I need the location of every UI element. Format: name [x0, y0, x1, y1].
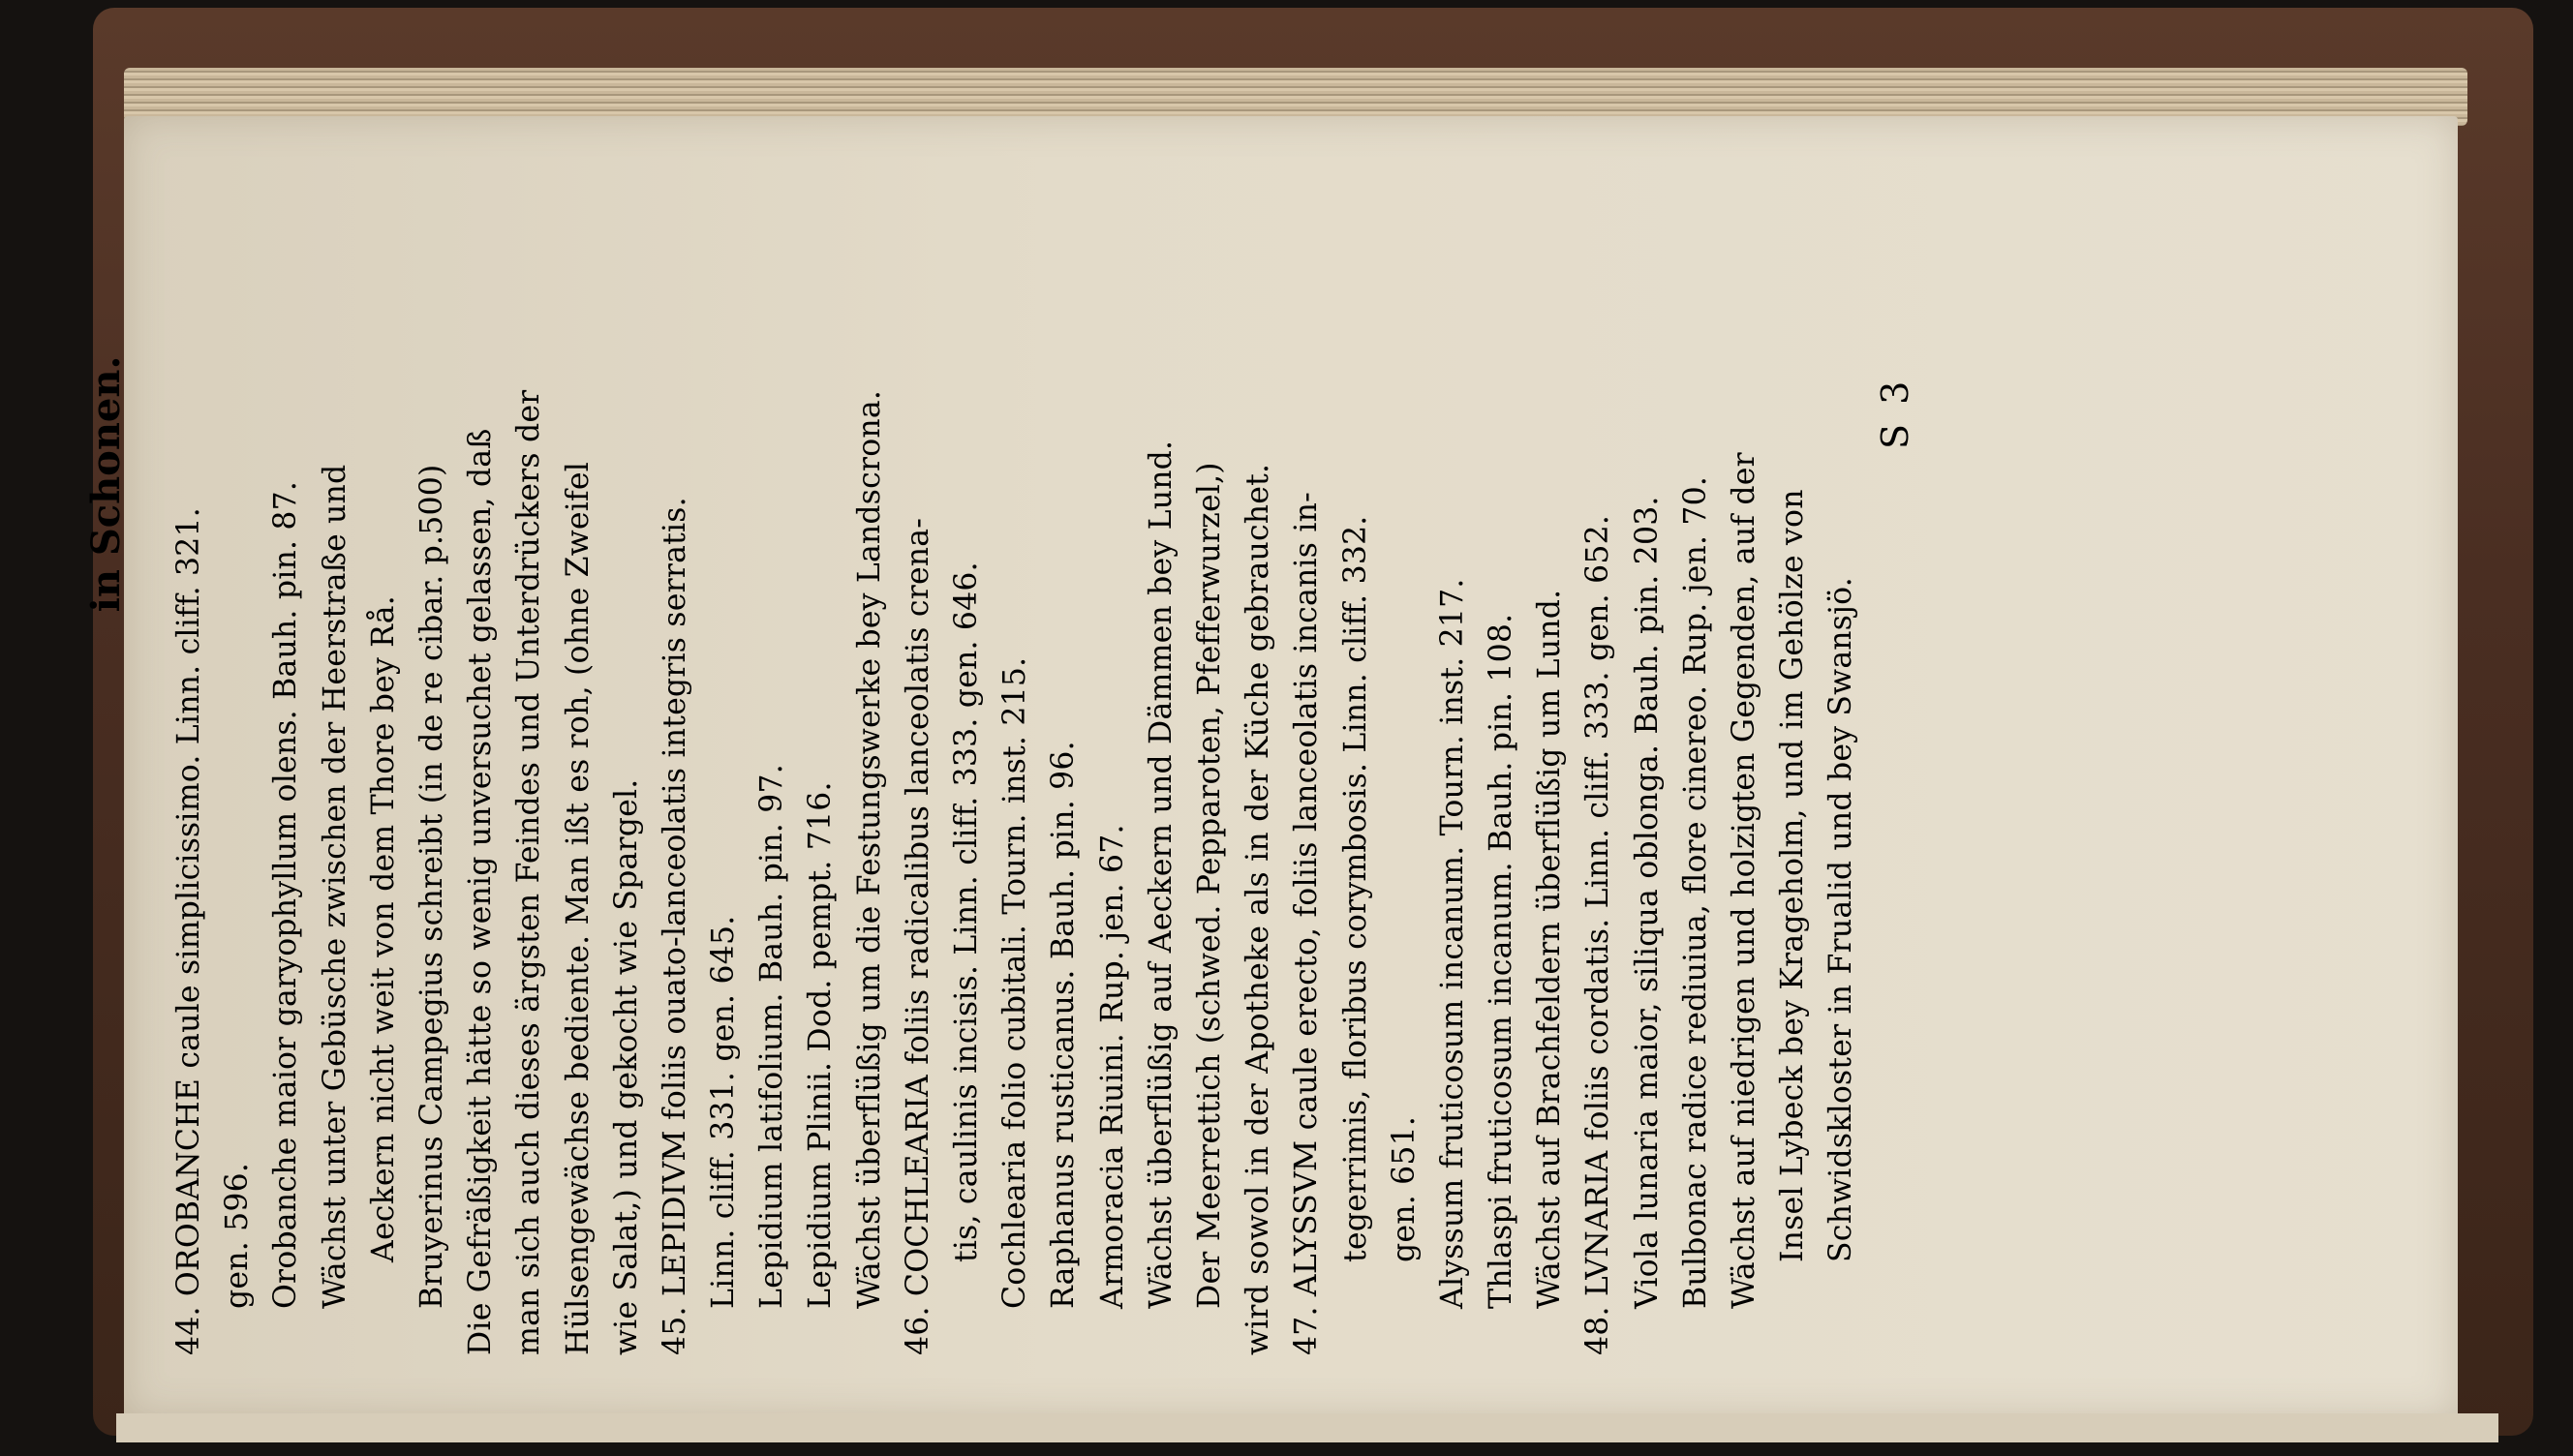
text-line: wie Salat,) und gekocht wie Spargel. — [608, 778, 644, 1355]
text-line: Raphanus rusticanus. Bauh. pin. 96. — [1046, 741, 1082, 1309]
text-line: Armoracia Riuini. Rup. jen. 67. — [1094, 824, 1130, 1309]
text-line: wird sowol in der Apotheke als in der Küche gebrauchet. — [1241, 463, 1276, 1355]
text-line: 45. LEPIDIVM foliis ouato-lanceolatis integris serratis. — [657, 497, 692, 1355]
text-line: Bruyerinus Campegius schreibt (in de re cibar. p.500) — [414, 464, 449, 1309]
text-line: Wächst überflüßig um die Festungswerke bey Landscrona. — [851, 389, 887, 1309]
text-line: tis, caulinis incisis. Linn. cliff. 333. gen. 646. — [949, 561, 984, 1262]
text-line: Hülsengewächse bediente. Man ißt es roh, (ohne Zweifel — [560, 461, 596, 1355]
text-line: Schwidskloster in Frualid und bey Swansjö. — [1823, 577, 1859, 1262]
text-line: 47. ALYSSVM caule erecto, foliis lanceolatis incanis in- — [1289, 492, 1325, 1355]
body-text — [165, 0, 1866, 1355]
text-line: Orobanche maior garyophyllum olens. Bauh. pin. 87. — [268, 480, 304, 1309]
running-head: in Schonen. — [83, 355, 129, 613]
page-footer — [1874, 0, 1951, 1355]
text-line: Aeckern nicht weit von dem Thore bey Rå. — [365, 594, 401, 1262]
page-header — [77, 0, 155, 1355]
facing-page-edge — [116, 1413, 2498, 1442]
text-line: 44. OROBANCHE caule simplicissimo. Linn. cliff. 321. — [171, 507, 206, 1355]
signature-mark: S 3 — [1873, 377, 1916, 449]
text-line: Insel Lybeck bey Krageholm, und im Gehölze von — [1775, 489, 1811, 1262]
text-line: Wächst auf Brachfeldern überflüßig um Lund. — [1532, 589, 1568, 1309]
text-line: Der Meerrettich (schwed. Pepparoten, Pfefferwurzel,) — [1191, 462, 1227, 1309]
text-line: Lepidium Plinii. Dod. pempt. 716. — [803, 781, 839, 1309]
text-line: gen. 596. — [220, 1162, 256, 1309]
text-line: Bulbonac radice rediuiua, flore cinereo. Rup. jen. 70. — [1677, 475, 1713, 1309]
text-line: man sich auch dieses ärgsten Feindes und Unterdrückers der — [511, 389, 547, 1355]
text-line: gen. 651. — [1386, 1115, 1422, 1262]
text-line: tegerrimis, floribus corymbosis. Linn. cliff. 332. — [1337, 515, 1373, 1262]
text-line: Cochlearia folio cubitali. Tourn. inst. 215. — [997, 656, 1033, 1309]
text-line: Linn. cliff. 331. gen. 645. — [706, 915, 742, 1309]
text-line: Thlaspi fruticosum incanum. Bauh. pin. 108. — [1484, 613, 1519, 1309]
text-line: Wächst auf niedrigen und holzigten Gegenden, auf der — [1727, 452, 1761, 1309]
text-line: Alyssum fruticosum incanum. Tourn. inst. 217. — [1434, 578, 1470, 1309]
text-line: 46. COCHLEARIA foliis radicalibus lanceolatis crena- — [900, 517, 935, 1355]
text-line: 48. LVNARIA foliis cordatis. Linn. cliff. 333. gen. 652. — [1580, 514, 1616, 1355]
text-line: Viola lunaria maior, siliqua oblonga. Bauh. pin. 203. — [1629, 496, 1665, 1309]
text-line: Wächst überflüßig auf Aeckern und Dämmen bey Lund. — [1143, 440, 1179, 1309]
page-text-block — [77, 0, 1916, 1355]
text-line: Lepidium latifolium. Bauh. pin. 97. — [754, 764, 790, 1309]
text-line: Die Gefräßigkeit hätte so wenig unversuchet gelassen, daß — [463, 428, 499, 1355]
text-line: Wächst unter Gebüsche zwischen der Heerstraße und — [317, 464, 352, 1309]
